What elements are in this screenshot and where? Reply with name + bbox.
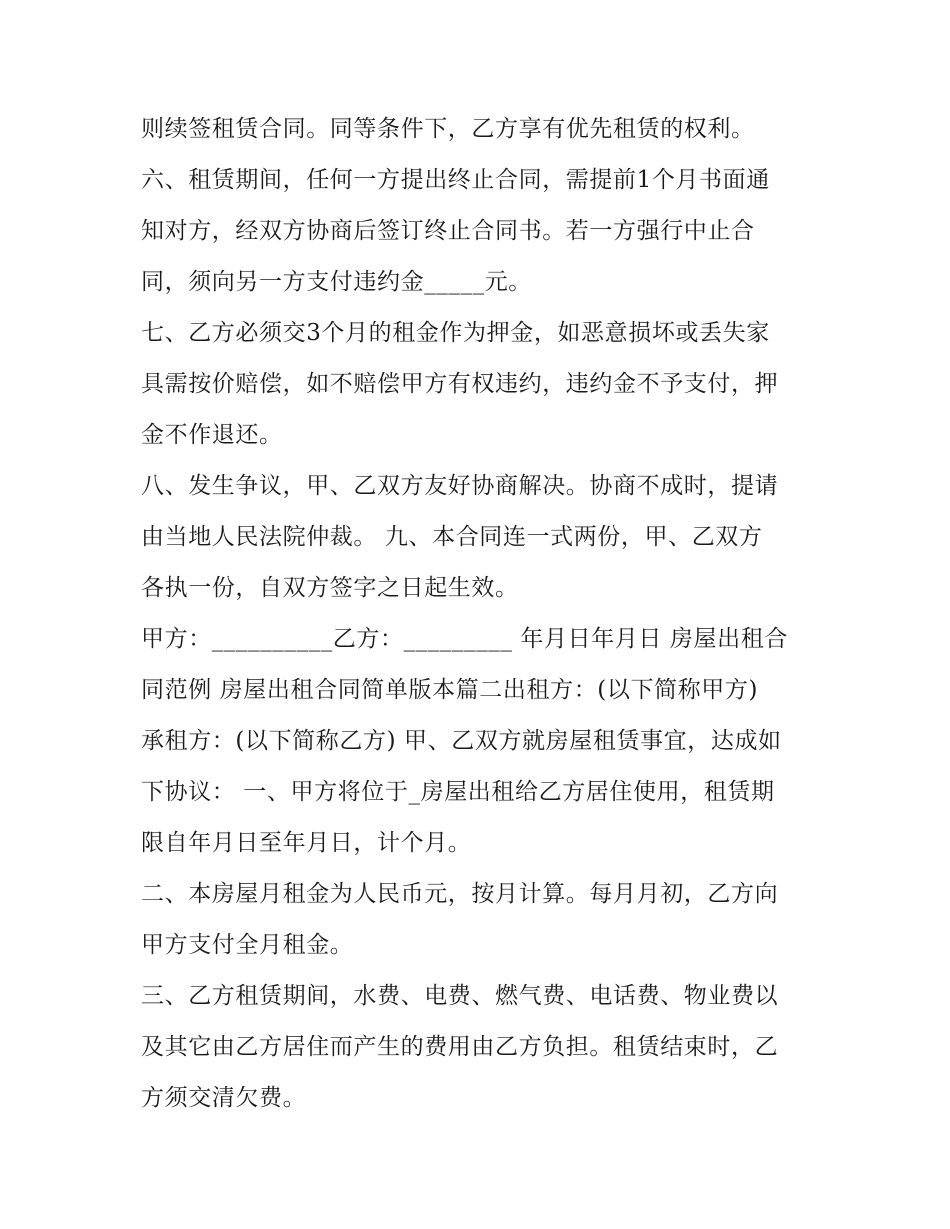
text-line: 甲方支付全月租金。	[141, 932, 354, 958]
text-line: 知对方，经双方协商后签订终止合同书。若一方强行中止合	[141, 218, 755, 244]
contract-text-body	[141, 104, 821, 1124]
text-line: 承租方：(以下简称乙方) 甲、乙双方就房屋租赁事宜，达成如	[141, 728, 782, 754]
text-line: 七、乙方必须交3个月的租金作为押金，如恶意损坏或丢失家	[141, 320, 770, 346]
text-line: 具需按价赔偿，如不赔偿甲方有权违约，违约金不予支付，押	[141, 371, 779, 397]
text-line: 则续签租赁合同。同等条件下，乙方享有优先租赁的权利。	[141, 116, 755, 142]
text-line: 同，须向另一方支付违约金_____元。	[141, 269, 532, 295]
text-line: 金不作退还。	[141, 422, 283, 448]
text-line: 下协议： 一、甲方将位于_房屋出租给乙方居住使用，租赁期	[141, 779, 775, 805]
text-line: 限自年月日至年月日，计个月。	[141, 830, 472, 856]
text-line: 同范例 房屋出租合同简单版本篇二出租方：(以下简称甲方)	[141, 677, 759, 703]
text-line: 三、乙方租赁期间，水费、电费、燃气费、电话费、物业费以	[141, 983, 779, 1009]
text-line: 各执一份，自双方签字之日起生效。	[141, 575, 519, 601]
text-line: 及其它由乙方居住而产生的费用由乙方负担。租赁结束时，乙	[141, 1034, 779, 1060]
text-line: 甲方：__________乙方：_________ 年月日年月日 房屋出租合	[141, 626, 788, 652]
text-line: 八、发生争议，甲、乙双方友好协商解决。协商不成时，提请	[141, 473, 779, 499]
text-line: 六、租赁期间，任何一方提出终止合同，需提前1个月书面通	[141, 167, 770, 193]
text-line: 由当地人民法院仲裁。 九、本合同连一式两份，甲、乙双方	[141, 524, 763, 550]
text-line: 方须交清欠费。	[141, 1085, 307, 1111]
text-line: 二、本房屋月租金为人民币元，按月计算。每月月初，乙方向	[141, 881, 779, 907]
